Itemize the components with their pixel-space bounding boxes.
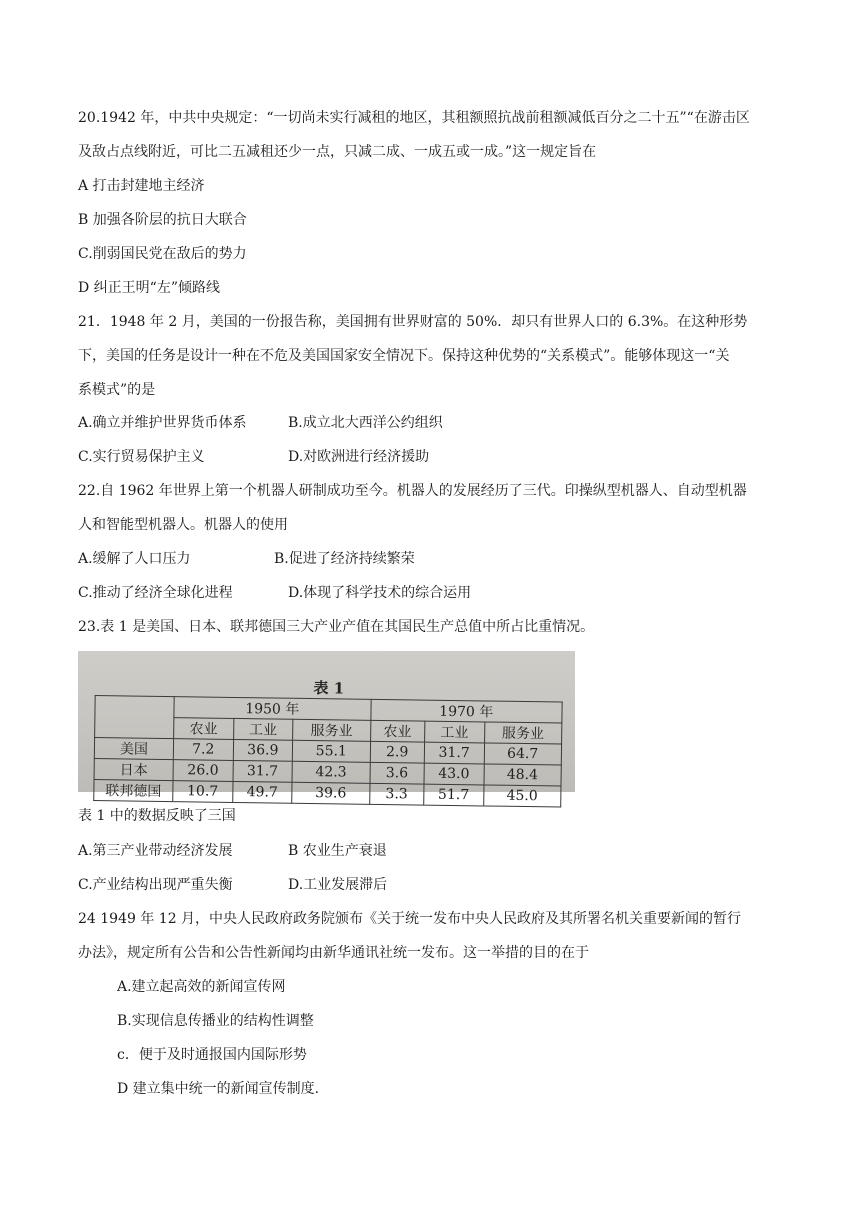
table-cell: 49.7 bbox=[232, 781, 292, 803]
table-header: 农业 bbox=[370, 720, 425, 742]
table-1 bbox=[93, 674, 563, 808]
table-header: 服务业 bbox=[484, 722, 562, 744]
q22-option-b: B.促进了经济持续繁荣 bbox=[274, 551, 415, 567]
table-1-photo bbox=[78, 651, 575, 805]
q24-stem-line1: 24 1949 年 12 月，中央人民政府政务院颁布《关于统一发布中央人民政府及其所署名机关重要新闻的暂行 bbox=[78, 911, 742, 927]
table-cell: 7.2 bbox=[173, 739, 233, 761]
q21-stem-line1: 21．1948 年 2 月，美国的一份报告称，美国拥有世界财富的 50%．却只有世界人口的 6.3%。在这种形势 bbox=[78, 314, 748, 330]
table-cell: 55.1 bbox=[292, 740, 370, 762]
q24-option-c: c．便于及时通报国内国际形势 bbox=[117, 1047, 307, 1063]
row-label: 日本 bbox=[94, 758, 173, 780]
table-cell: 10.7 bbox=[173, 781, 233, 803]
q20-option-d: D 纠正王明“左”倾路线 bbox=[78, 280, 220, 296]
table-cell: 42.3 bbox=[292, 761, 370, 783]
q22-options-cd bbox=[78, 583, 790, 603]
q24-stem-line2: 办法》，规定所有公告和公告性新闻均由新华通讯社统一发布。这一举措的目的在于 bbox=[78, 945, 589, 961]
table-year-1970: 1970 年 bbox=[370, 699, 562, 723]
table-cell: 26.0 bbox=[173, 760, 233, 782]
q21-option-c: C.实行贸易保护主义 bbox=[78, 449, 205, 465]
q22-option-d: D.体现了科学技术的综合运用 bbox=[288, 585, 472, 601]
q21-option-a: A.确立并维护世界货币体系 bbox=[78, 415, 247, 431]
table-cell: 3.3 bbox=[369, 783, 424, 805]
q21-option-d: D.对欧洲进行经济援助 bbox=[288, 449, 430, 465]
q23-option-a: A.第三产业带动经济发展 bbox=[78, 843, 233, 859]
q21-option-b: B.成立北大西洋公约组织 bbox=[288, 415, 443, 431]
q21-options-cd bbox=[78, 447, 790, 467]
q20-stem-line2: 及敌占点线附近，可比二五减租还少一点，只减二成、一成五或一成。”这一规定旨在 bbox=[78, 144, 597, 160]
table-header: 服务业 bbox=[293, 719, 371, 741]
q23-stem: 23.表 1 是美国、日本、联邦德国三大产业产值在其国民生产总值中所占比重情况。 bbox=[78, 619, 595, 635]
table-header: 工业 bbox=[233, 718, 293, 740]
q20-stem-line1: 20.1942 年，中共中央规定：“一切尚未实行减租的地区，其租额照抗战前租额减低百分之二十五”“在游击区 bbox=[78, 110, 750, 126]
q24-option-b: B.实现信息传播业的结构性调整 bbox=[117, 1013, 314, 1029]
table-corner-cell bbox=[95, 696, 175, 739]
q22-option-a: A.缓解了人口压力 bbox=[78, 551, 191, 567]
q20-option-c: C.削弱国民党在敌后的势力 bbox=[78, 246, 247, 262]
row-label: 联邦德国 bbox=[94, 779, 173, 801]
table-cell: 39.6 bbox=[292, 782, 370, 804]
table-cell: 51.7 bbox=[424, 784, 484, 806]
table-year-1950: 1950 年 bbox=[174, 697, 371, 721]
q22-option-c: C.推动了经济全球化进程 bbox=[78, 585, 233, 601]
table-caption: 表 1 bbox=[313, 679, 345, 698]
q23-options-ab bbox=[78, 841, 790, 861]
table-cell: 3.6 bbox=[370, 762, 425, 784]
table-cell: 31.7 bbox=[233, 760, 293, 782]
q23-options-cd bbox=[78, 875, 790, 895]
q21-options-ab bbox=[78, 413, 790, 433]
table-cell: 48.4 bbox=[484, 764, 562, 786]
q23-option-b: B 农业生产衰退 bbox=[288, 843, 387, 859]
q20-option-b: B 加强各阶层的抗日大联合 bbox=[78, 212, 247, 228]
q22-stem-line1: 22.自 1962 年世界上第一个机器人研制成功至今。机器人的发展经历了三代。印操纵型机器人、自动型机器 bbox=[78, 483, 747, 499]
q24-option-d: D 建立集中统一的新闻宣传制度. bbox=[117, 1081, 320, 1097]
q23-option-c: C.产业结构出现严重失衡 bbox=[78, 877, 233, 893]
table-cell: 43.0 bbox=[424, 763, 484, 785]
q21-stem-line3: 系模式”的是 bbox=[78, 382, 156, 398]
table-cell: 45.0 bbox=[483, 785, 561, 807]
table-cell: 31.7 bbox=[424, 742, 484, 764]
q22-options-ab bbox=[78, 549, 790, 569]
table-header: 工业 bbox=[425, 721, 485, 743]
table-cell: 2.9 bbox=[370, 741, 425, 763]
q23-after-table: 表 1 中的数据反映了三国 bbox=[78, 808, 236, 824]
table-cell: 36.9 bbox=[233, 739, 293, 761]
q20-option-a: A 打击封建地主经济 bbox=[78, 178, 205, 194]
table-header: 农业 bbox=[174, 718, 234, 740]
table-cell: 64.7 bbox=[484, 743, 562, 765]
row-label: 美国 bbox=[94, 738, 173, 760]
q24-option-a: A.建立起高效的新闻宣传网 bbox=[117, 979, 286, 995]
q23-option-d: D.工业发展滞后 bbox=[288, 877, 388, 893]
q21-stem-line2: 下，美国的任务是设计一种在不危及美国国家安全情况下。保持这种优势的“关系模式”。能够体现这一“关 bbox=[78, 348, 730, 364]
q22-stem-line2: 人和智能型机器人。机器人的使用 bbox=[78, 517, 288, 533]
